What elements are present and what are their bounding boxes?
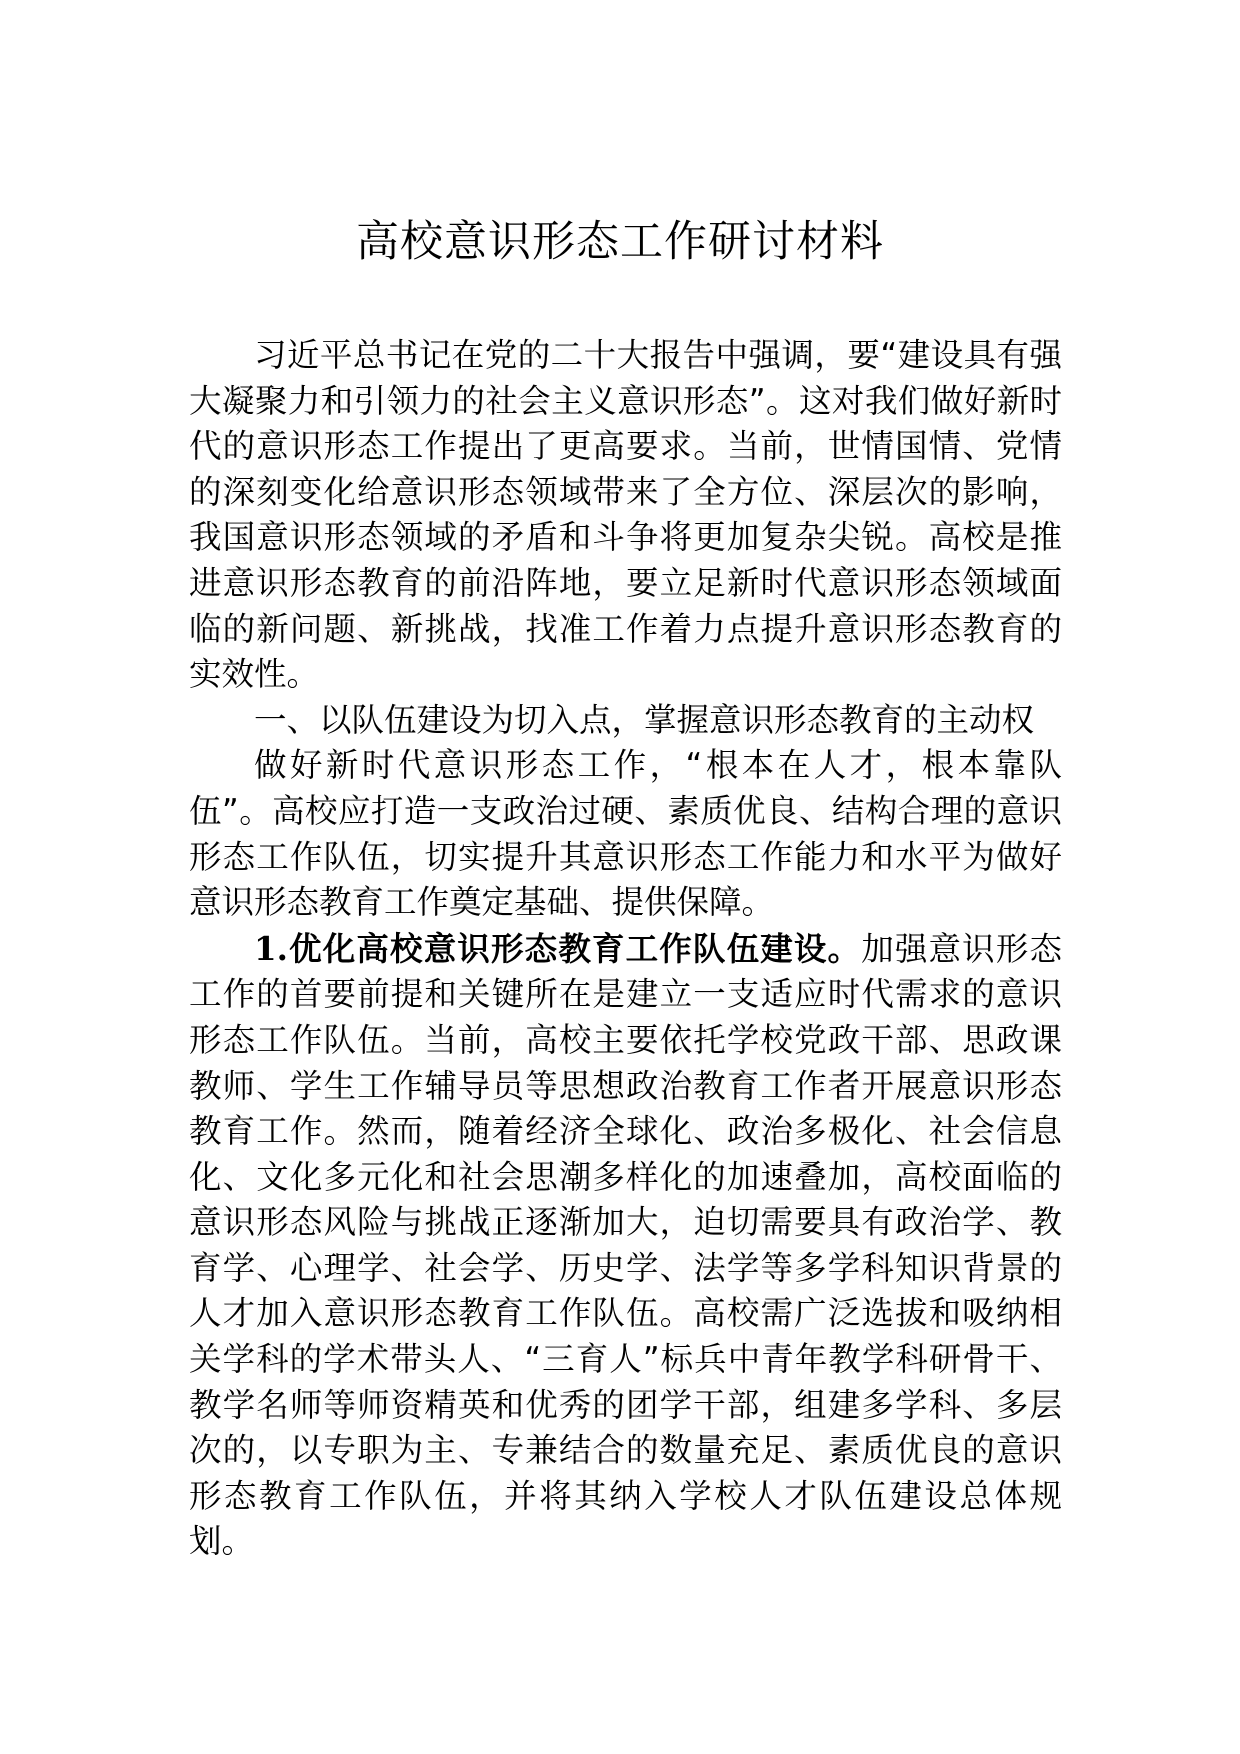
item-1-paragraph (189, 926, 1062, 1565)
intro-paragraph: 习近平总书记在党的二十大报告中强调，要“建设具有强大凝聚力和引领力的社会主义意识形态”。这对我们做好新时代的意识形态工作提出了更高要求。当前，世情国情、党情的深刻变化给意识形态领域带来了全方位、深层次的影响，我国意识形态领域的矛盾和斗争将更加复杂尖锐。高校是推进意识形态教育的前沿阵地，要立足新时代意识形态领域面临的新问题、新挑战，找准工作着力点提升意识形态教育的实效性。 (189, 336, 1062, 694)
item-1-body: 加强意识形态工作的首要前提和关键所在是建立一支适应时代需求的意识形态工作队伍。当前，高校主要依托学校党政干部、思政课教师、学生工作辅导员等思想政治教育工作者开展意识形态教育工作。然而，随着经济全球化、政治多极化、社会信息化、文化多元化和社会思潮多样化的加速叠加，高校面临的意识形态风险与挑战正逐渐加大，迫切需要具有政治学、教育学、心理学、社会学、历史学、法学等多学科知识背景的人才加入意识形态教育工作队伍。高校需广泛选拔和吸纳相关学科的学术带头人、“三育人”标兵中青年教学科研骨干、教学名师等师资精英和优秀的团学干部，组建多学科、多层次的，以专职为主、专兼结合的数量充足、素质优良的意识形态教育工作队伍，并将其纳入学校人才队伍建设总体规划。 (189, 929, 1062, 1561)
document-body (189, 333, 1062, 1565)
section-heading-1: 一、以队伍建设为切入点，掌握意识形态教育的主动权 (254, 700, 1035, 739)
item-1-lead: 1.优化高校意识形态教育工作队伍建设。 (254, 928, 862, 968)
section-1-paragraph: 做好新时代意识形态工作，“根本在人才，根本靠队伍”。高校应打造一支政治过硬、素质优良、结构合理的意识形态工作队伍，切实提升其意识形态工作能力和水平为做好意识形态教育工作奠定基础、提供保障。 (189, 746, 1062, 922)
document-title: 高校意识形态工作研讨材料 (356, 217, 884, 267)
